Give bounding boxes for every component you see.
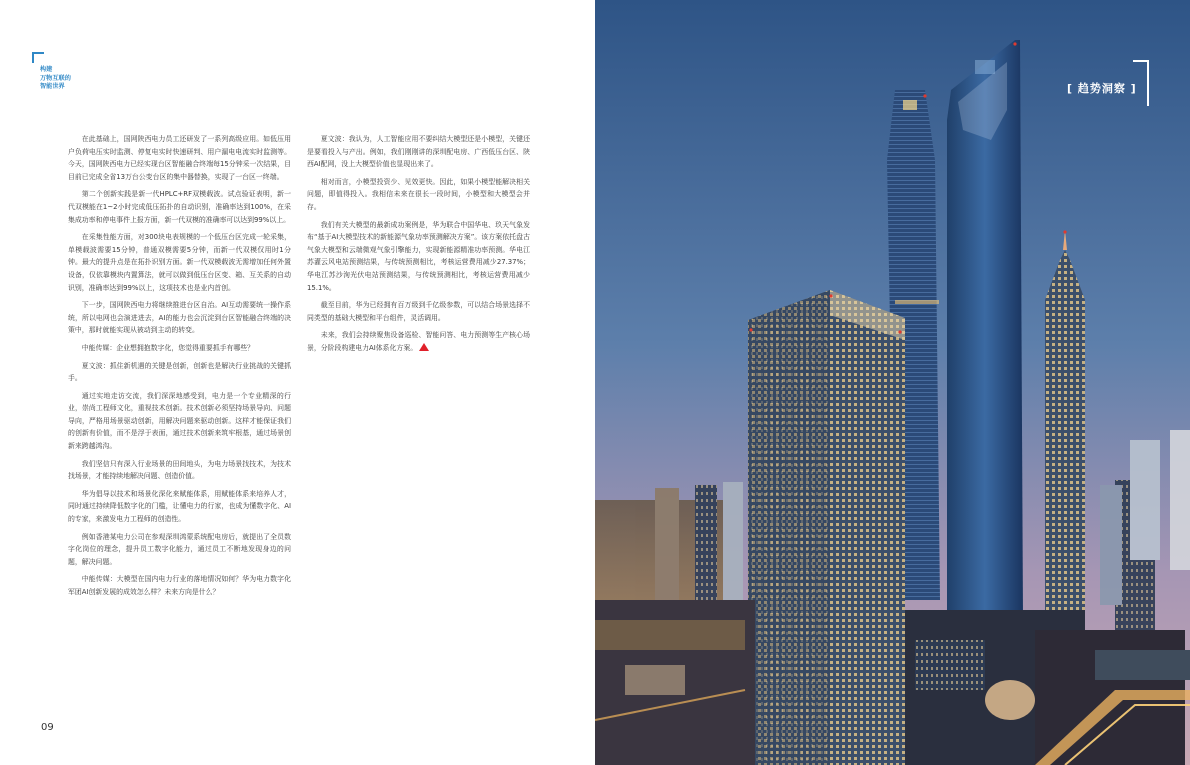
question-paragraph: 中能传媒：大模型在国内电力行业的落地情况如何？华为电力数字化军团AI创新发展的成效怎么样？未来方向是什么？ xyxy=(68,575,291,596)
paragraph: 在此基础上，国网陕西电力员工还研发了一系列高级应用。如低压用户负荷电压实时监测、停复电实时快速研判、用户漏电电流实时监测等。今天，国网陕西电力已经实现台区智能融合终端每15分钟采一次结果，目目前已完成全省13万台公变台区的集中器替换，实现了一台区一终端。 xyxy=(68,135,291,181)
question-paragraph: 中能传媒：企业想拥抱数字化，您觉得重要抓手有哪些？ xyxy=(81,343,255,352)
brand-line: 构建 xyxy=(40,66,53,73)
page-number: 09 xyxy=(41,722,54,733)
answer-paragraph: 夏文波：我认为，人工智能应用不要纠结大模型还是小模型，关键还是要看投入与产出。例如，我们刚刚讲的深圳配电房、广西低压台区、陕西AI配网，没上大模型价值也显现出来了。 xyxy=(307,135,530,169)
answer-paragraph: 夏文波：抓住新机遇的关键是创新，创新也是解决行业挑战的关键抓手。 xyxy=(68,361,291,383)
closing-paragraph xyxy=(307,329,530,354)
red-triangle-icon xyxy=(419,343,429,351)
section-tag xyxy=(1061,60,1149,104)
paragraph: 在采集性能方面，对300块电表规模的一个低压台区完成一轮采集，单模载波需要15分钟，普通双模需要5分钟，而新一代双模仅用时1分钟。最大的提升点是在拓扑识别方面。新一代双模载波无需增加任何外置设备，仅依靠模块内置算法，就可以做到低压台区变、箱、互关系的自动识别，准确率达到99%以上，这项技术也是业内首创。 xyxy=(68,233,291,292)
article-column-right xyxy=(307,133,530,360)
paragraph: 我们有关大模型的最新成功案例是，华为联合中国华电、玖天气象发布“基于AI大模型技术的新能源气象功率预测解决方案”。该方案依托盘古气象大模型和云端微观气象引擎能力，实现新能源精准功率预测。华电江苏灌云风电站预测结果，与传统预测相比，考核运营费用减少27.37%；华电江苏沙洵光伏电站预测结果，与传统预测相比，考核运营费用减少15.1%。 xyxy=(307,220,530,292)
paragraph: 华为倡导以技术和场景化深化来赋能体系，用赋能体系来培养人才，同时通过持续降低数字化的门槛，让懂电力的行家，也成为懂数字化、AI的专家，来激发电力工程师的创造性。 xyxy=(68,489,291,524)
corner-bracket-icon xyxy=(32,52,44,63)
paragraph: 相对而言，小模型投资少、见效更快。因此，如果小模型能解决相关问题，即值得投入。我相信未来在很长一段时间，小模型和大模型会并存。 xyxy=(307,177,530,211)
brand-tagline xyxy=(40,66,110,92)
paragraph: 例如香港某电力公司在参观深圳鸿蒙系统配电房后，就提出了全员数字化岗位的理念，提升员工数字化能力，通过员工不断地发现身边的问题，解决问题。 xyxy=(68,532,291,566)
paragraph: 下一步，国网陕西电力将继续推进台区自治。AI互动需要统一操作系统，所以电网也会演进进去，AI的能力也会沉淀到台区智能融合终端的决策中，那时就能实现从被动到主动的转变。 xyxy=(68,301,291,335)
city-skyline-photo xyxy=(595,0,1190,765)
paragraph: 截至目前，华为已经拥有百万级到千亿级参数，可以结合场景选择不同类型的基础大模型和平台组件，灵活调用。 xyxy=(307,301,530,322)
brand-line: 万物互联的 xyxy=(40,74,71,82)
section-title: [ 趋势洞察 ] xyxy=(1067,82,1137,95)
closing-text: 未来，我们会持续聚焦设备巡检、智能问答、电力预测等生产核心场景，分阶段构建电力AI体系化方案。 xyxy=(307,331,530,352)
brand-line: 智能世界 xyxy=(40,83,65,90)
paragraph: 通过实地走访交流，我们深深地感受到，电力是一个专业精深的行业，崇尚工程师文化，重视技术创新。技术创新必须坚持场景导向、问题导向，严格用场景驱动创新，用解决问题来驱动创新。这样才能保证我们的创新有价值，而不是浮于表面，通过技术创新来筑牢根基，通过场景创新来跨越鸿沟。 xyxy=(68,391,291,451)
paragraph: 第二个创新实践是新一代HPLC+RF双模载波。试点验证表明，新一代双模能在1~2小时完成低压拓扑的自动识别，准确率达到100%，在采集成功率和停电事件上报方面，新一代双模的准确率可以达到99%以上。 xyxy=(68,190,291,224)
article-column-left xyxy=(68,133,291,604)
paragraph: 我们坚信只有深入行业场景的田间地头，为电力场景找技术，为技术找场景，才能持续地解决问题、创造价值。 xyxy=(68,459,291,481)
